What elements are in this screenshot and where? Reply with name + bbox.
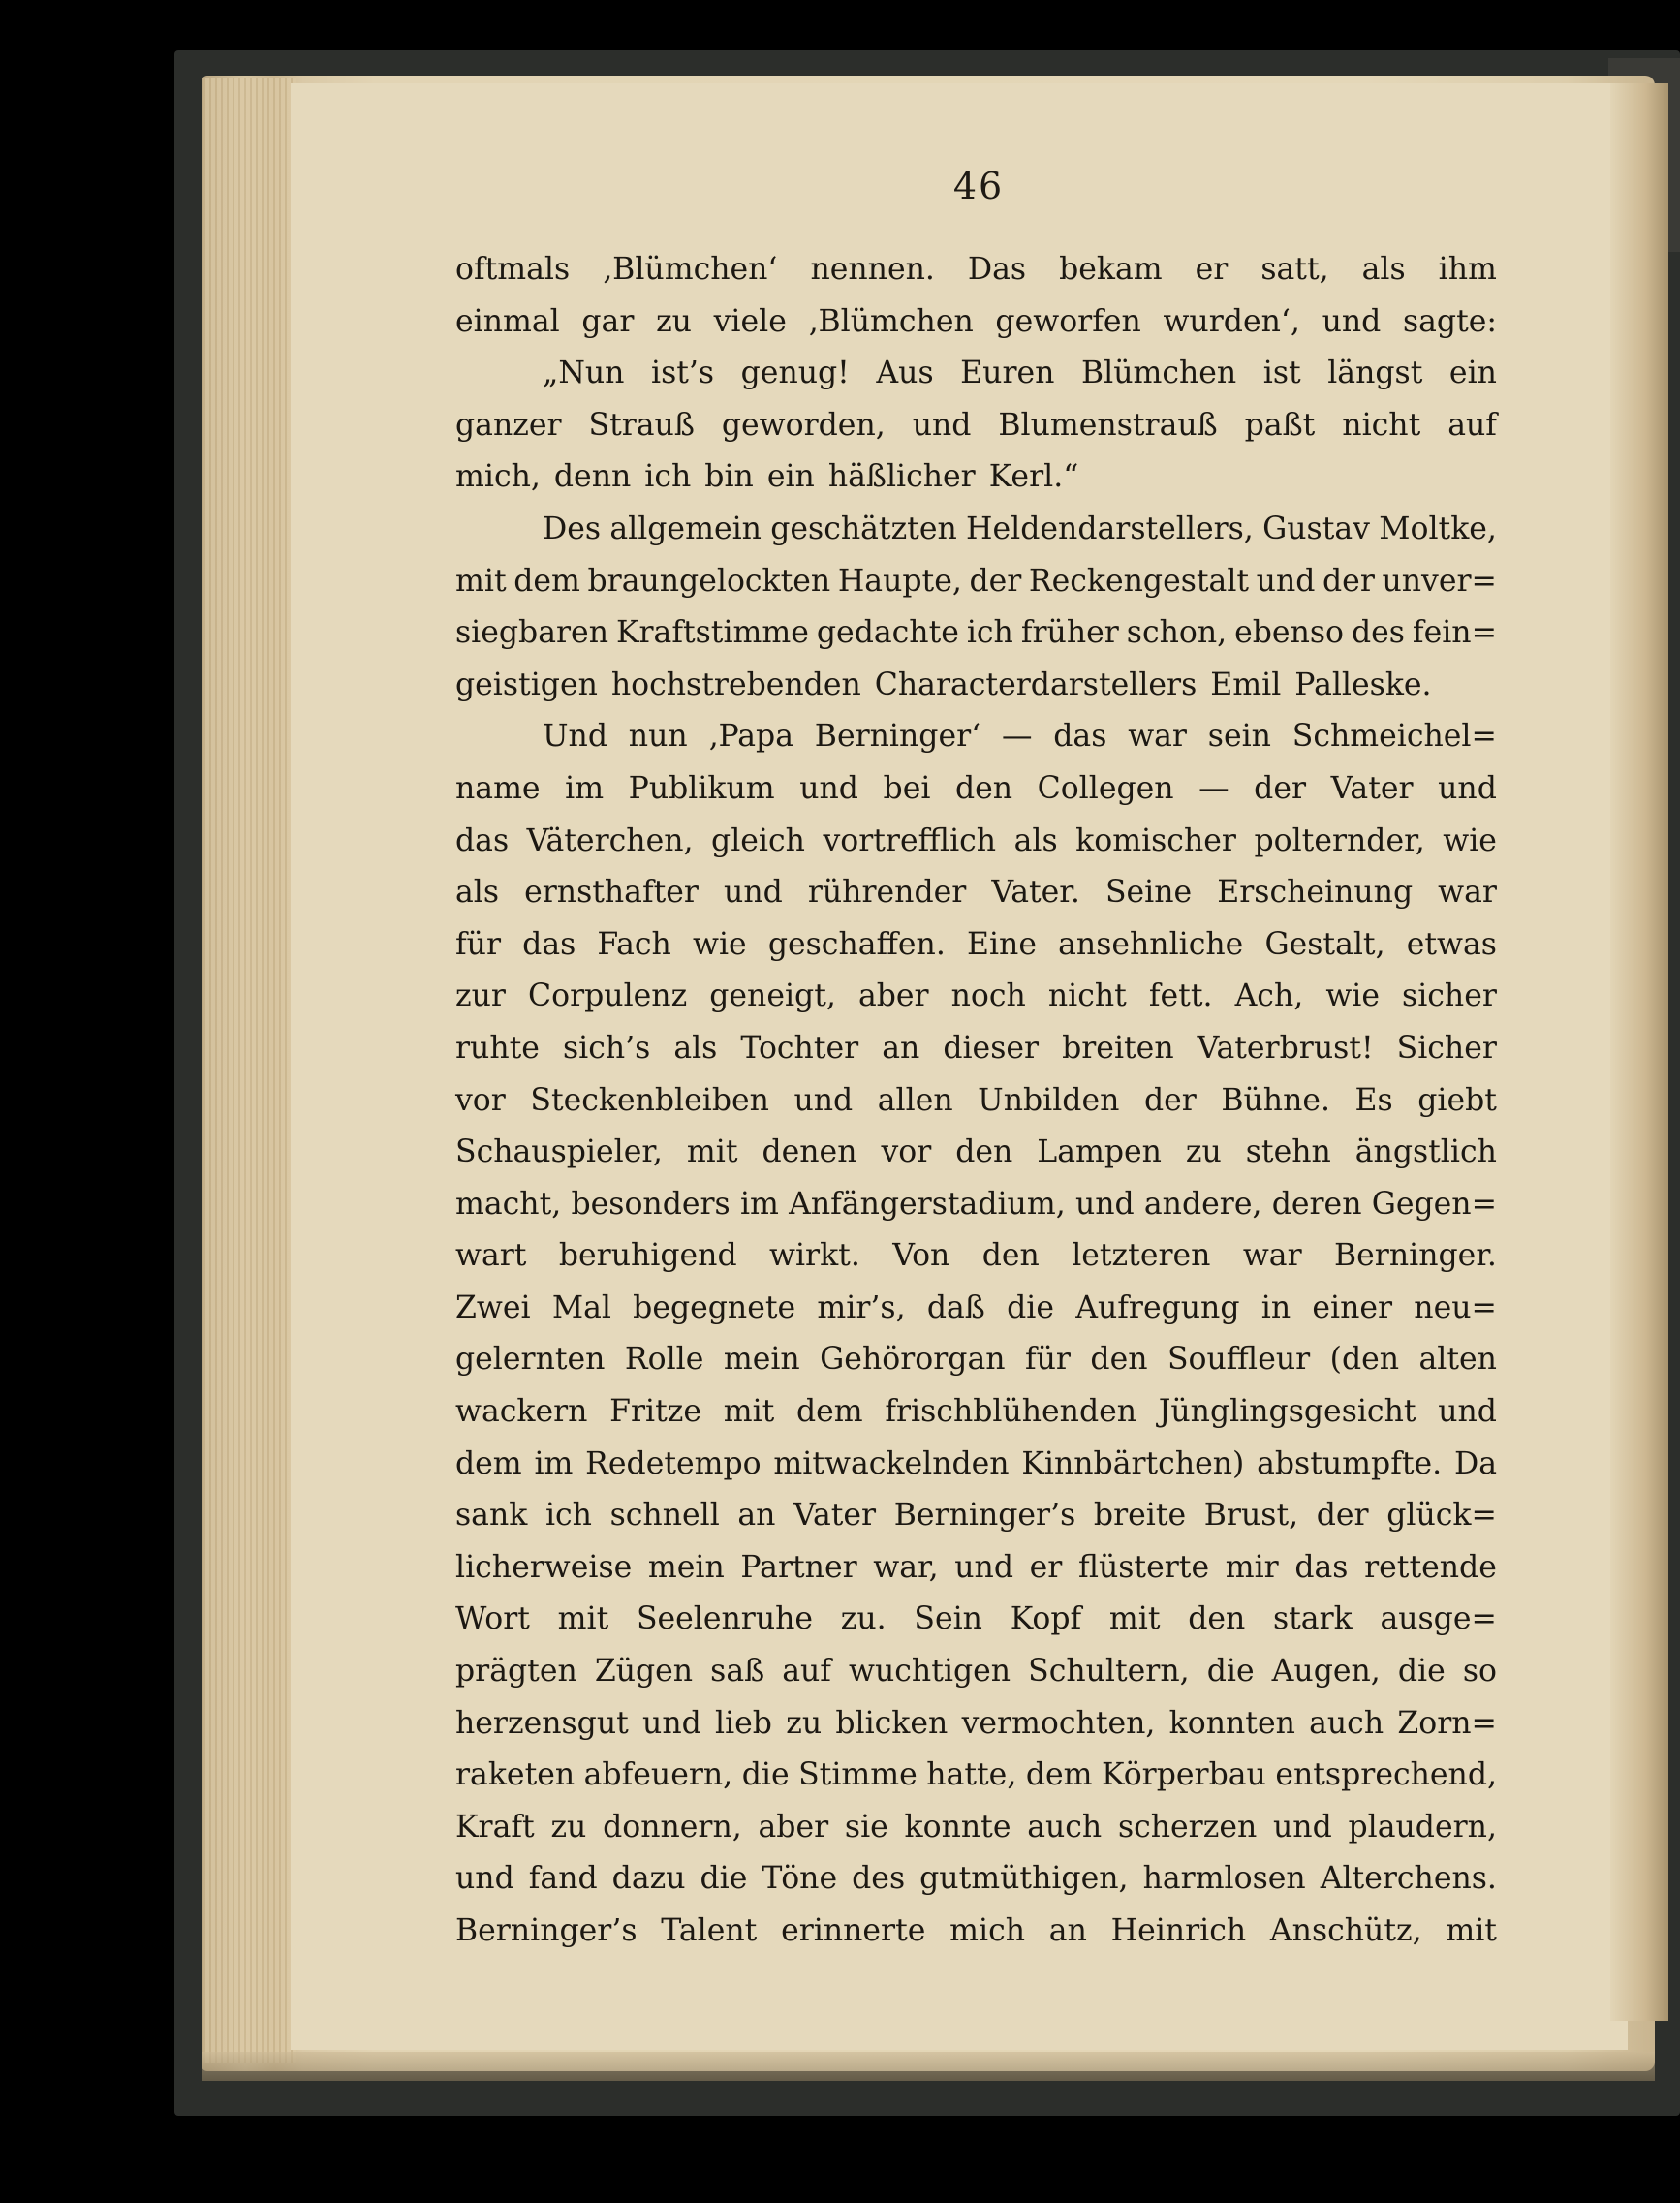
text-line: wackern Fritze mit dem frischblühenden Jünglingsgesicht und	[455, 1394, 1497, 1430]
body-text	[455, 244, 1497, 1958]
text-line: vor Steckenbleiben und allen Unbilden der Bühne. Es giebt	[455, 1082, 1497, 1118]
text-line: Wort mit Seelenruhe zu. Sein Kopf mit den stark ausge=	[455, 1601, 1497, 1637]
text-line: prägten Zügen saß auf wuchtigen Schultern, die Augen, die so	[455, 1654, 1497, 1690]
text-line: mit dem braungelockten Haupte, der Reckengestalt und der unver=	[455, 563, 1497, 599]
text-line: Berninger’s Talent erinnerte mich an Heinrich Anschütz, mit	[455, 1913, 1497, 1948]
text-line: name im Publikum und bei den Collegen — der Vater und	[455, 770, 1497, 806]
page-edges	[203, 78, 296, 2063]
text-line: mich, denn ich bin ein häßlicher Kerl.“	[455, 459, 1079, 495]
text-line: oftmals ‚Blümchen‘ nennen. Das bekam er satt, als ihm	[455, 252, 1497, 287]
text-line: zur Corpulenz geneigt, aber noch nicht fett. Ach, wie sicher	[455, 978, 1497, 1014]
text-line: siegbaren Kraftstimme gedachte ich früher schon, ebenso des fein=	[455, 615, 1497, 651]
text-line: ruhte sich’s als Tochter an dieser breiten Vaterbrust! Sicher	[455, 1030, 1497, 1066]
text-line: Und nun ‚Papa Berninger‘ — das war sein Schmeichel=	[543, 719, 1497, 755]
text-line: Schauspieler, mit denen vor den Lampen zu stehn ängstlich	[455, 1134, 1497, 1170]
text-line: macht, besonders im Anfängerstadium, und andere, deren Gegen=	[455, 1186, 1497, 1222]
page-gutter-edge	[1610, 83, 1668, 2021]
text-line: Kraft zu donnern, aber sie konnte auch scherzen und plaudern,	[455, 1809, 1497, 1845]
text-line: und fand dazu die Töne des gutmüthigen, harmlosen Alterchens.	[455, 1861, 1497, 1897]
text-line: „Nun ist’s genug! Aus Euren Blümchen ist längst ein	[543, 356, 1497, 391]
text-line: geistigen hochstrebenden Characterdarstellers Emil Palleske.	[455, 667, 1432, 702]
text-line: einmal gar zu viele ‚Blümchen geworfen wurden‘, und sagte:	[455, 303, 1497, 339]
text-line: gelernten Rolle mein Gehörorgan für den Souffleur (den alten	[455, 1342, 1497, 1378]
text-line: als ernsthafter und rührender Vater. Seine Erscheinung war	[455, 875, 1497, 911]
text-line: licherweise mein Partner war, und er flüsterte mir das rettende	[455, 1549, 1497, 1585]
text-line: ganzer Strauß geworden, und Blumenstrauß paßt nicht auf	[455, 407, 1497, 443]
text-line: Zwei Mal begegnete mir’s, daß die Aufregung in einer neu=	[455, 1289, 1497, 1325]
text-line: für das Fach wie geschaffen. Eine ansehnliche Gestalt, etwas	[455, 926, 1497, 962]
page-number: 46	[952, 165, 1005, 207]
text-line: Des allgemein geschätzten Heldendarstellers, Gustav Moltke,	[543, 511, 1497, 546]
text-line: raketen abfeuern, die Stimme hatte, dem Körperbau entsprechend,	[455, 1757, 1497, 1793]
page-bottom-edge	[202, 2052, 1655, 2081]
text-line: dem im Redetempo mitwackelnden Kinnbärtchen) abstumpfte. Da	[455, 1445, 1497, 1481]
text-line: wart beruhigend wirkt. Von den letzteren war Berninger.	[455, 1238, 1497, 1274]
text-line: herzensgut und lieb zu blicken vermochten, konnten auch Zorn=	[455, 1705, 1497, 1741]
text-line: sank ich schnell an Vater Berninger’s breite Brust, der glück=	[455, 1498, 1497, 1534]
text-line: das Väterchen, gleich vortrefflich als komischer polternder, wie	[455, 822, 1497, 858]
